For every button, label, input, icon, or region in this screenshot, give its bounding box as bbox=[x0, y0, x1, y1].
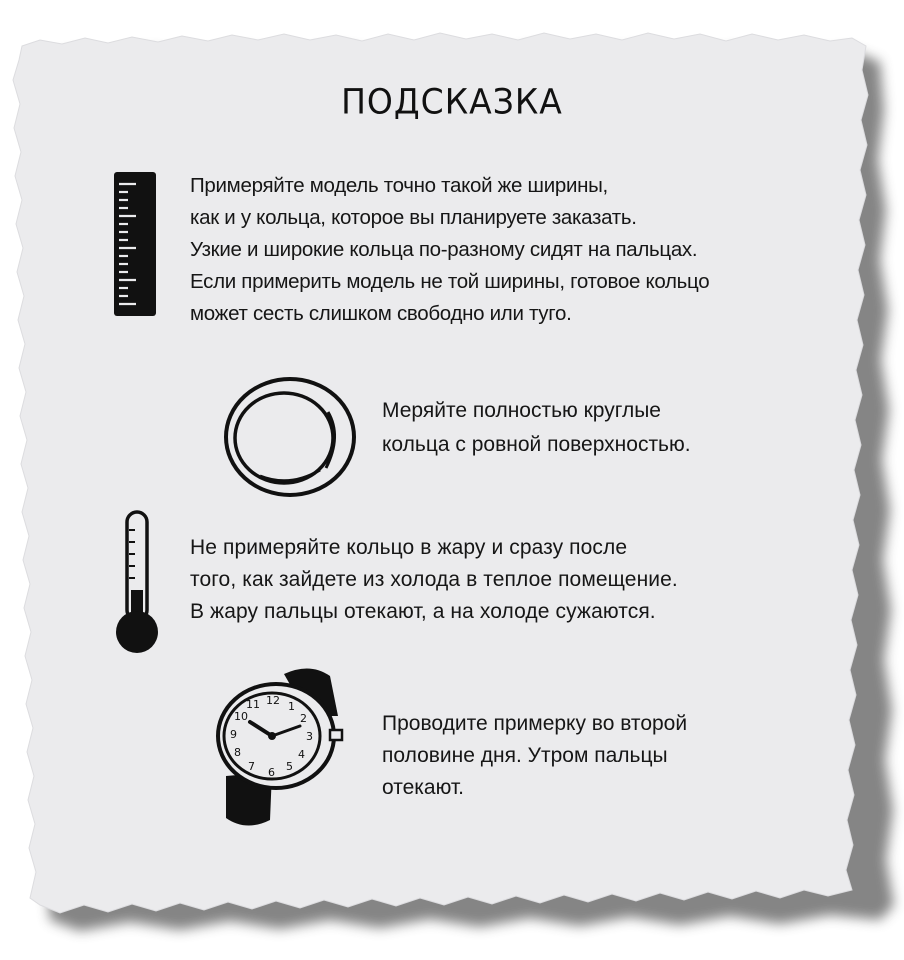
svg-text:12: 12 bbox=[266, 694, 280, 707]
tip-ruler-text bbox=[190, 170, 709, 330]
tip-wristwatch-text bbox=[382, 708, 687, 804]
thermometer-icon bbox=[112, 508, 164, 658]
tip-line: того, как зайдете из холода в теплое помещение. bbox=[190, 568, 678, 591]
tip-line: как и у кольца, которое вы планируете заказать. bbox=[190, 206, 637, 229]
tip-line: Проводите примерку во второй bbox=[382, 712, 688, 735]
ring-icon bbox=[220, 372, 360, 502]
page-title: ПОДСКАЗКА bbox=[341, 81, 563, 122]
tip-line: половине дня. Утром пальцы bbox=[382, 744, 668, 767]
wristwatch-icon bbox=[212, 660, 362, 840]
svg-text:5: 5 bbox=[286, 760, 293, 773]
svg-text:9: 9 bbox=[230, 728, 237, 741]
ruler-icon bbox=[112, 170, 160, 320]
tip-line: Если примерить модель не той ширины, готовое кольцо bbox=[190, 270, 710, 293]
svg-text:6: 6 bbox=[268, 766, 275, 779]
svg-text:1: 1 bbox=[288, 700, 295, 713]
svg-text:3: 3 bbox=[306, 730, 313, 743]
tip-line: Меряйте полностью круглые bbox=[382, 399, 661, 422]
svg-text:2: 2 bbox=[300, 712, 307, 725]
tip-line: В жару пальцы отекают, а на холоде сужаются. bbox=[190, 600, 656, 623]
tip-line: кольца с ровной поверхностью. bbox=[382, 433, 691, 456]
svg-text:7: 7 bbox=[248, 760, 255, 773]
tip-thermometer-text bbox=[190, 532, 678, 628]
tip-line: Примеряйте модель точно такой же ширины, bbox=[190, 174, 608, 197]
tip-line: Узкие и широкие кольца по-разному сидят на пальцах. bbox=[190, 238, 698, 261]
svg-text:11: 11 bbox=[246, 698, 260, 711]
svg-text:4: 4 bbox=[298, 748, 305, 761]
svg-text:8: 8 bbox=[234, 746, 241, 759]
tip-ring-text bbox=[382, 394, 691, 462]
svg-text:10: 10 bbox=[234, 710, 248, 723]
tip-line: отекают. bbox=[382, 776, 465, 799]
tip-line: может сесть слишком свободно или туго. bbox=[190, 302, 572, 325]
tip-line: Не примеряйте кольцо в жару и сразу после bbox=[190, 536, 628, 559]
